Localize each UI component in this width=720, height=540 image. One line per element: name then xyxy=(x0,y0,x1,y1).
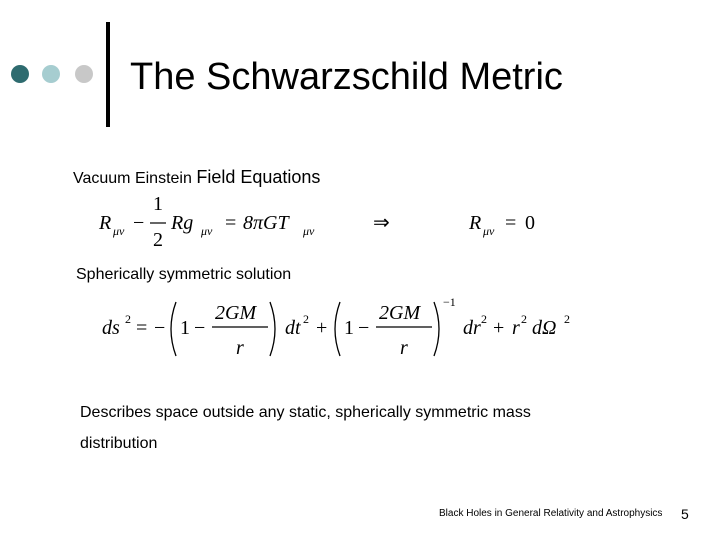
description-text: Describes space outside any static, spherically symmetric mass distribution xyxy=(80,404,531,452)
eq2-exp-neg1: −1 xyxy=(443,295,456,309)
eq2-paren-close-2 xyxy=(434,302,439,356)
heading-text-small: Vacuum Einstein xyxy=(73,170,192,187)
eq2-exp4: 2 xyxy=(521,312,527,326)
eq2-equals: = xyxy=(136,317,148,339)
eq1-implies: ⇒ xyxy=(373,212,390,234)
eq2-exp5: 2 xyxy=(564,312,570,326)
eq2-one-2: 1 xyxy=(344,317,354,339)
eq2-2GM-1: 2GM xyxy=(215,302,257,324)
eq2-plus1: + xyxy=(316,317,328,339)
eq1-minus: − xyxy=(133,212,145,234)
footer-text: Black Holes in General Relativity and Astrophysics xyxy=(439,508,663,519)
eq1-num: 1 xyxy=(153,193,163,215)
eq1-R: R xyxy=(99,212,112,234)
eq1-sub1: μν xyxy=(113,224,125,238)
eq1-den: 2 xyxy=(153,229,163,251)
eq2-ds: ds xyxy=(102,317,120,339)
eq1-8piGT: 8πGT xyxy=(243,212,289,234)
section-heading-field-equations xyxy=(73,167,320,188)
eq2-dr: dr xyxy=(463,317,481,339)
eq1-Rg: Rg xyxy=(171,212,194,234)
eq1-equals: = xyxy=(225,212,237,234)
eq2-r-2: r xyxy=(400,337,408,359)
eq2-dOmega: dΩ xyxy=(532,317,557,339)
title-divider xyxy=(106,22,110,127)
eq1-sub2: μν xyxy=(201,224,213,238)
eq1-sub3: μν xyxy=(303,224,315,238)
eq2-plus2: + xyxy=(493,317,505,339)
eq2-paren-close-1 xyxy=(270,302,275,356)
eq2-exp2: 2 xyxy=(303,312,309,326)
eq2-one-1: 1 xyxy=(180,317,190,339)
eq1-rhs-R: R xyxy=(469,212,482,234)
eq2-minus2: − xyxy=(194,317,206,339)
eq2-2GM-2: 2GM xyxy=(379,302,421,324)
eq2-exp3: 2 xyxy=(481,312,487,326)
bullet-dot-gray xyxy=(75,65,93,83)
eq2-paren-open-1 xyxy=(171,302,176,356)
section-heading-spherical-solution: Spherically symmetric solution xyxy=(76,266,292,283)
eq1-rhs-zero: 0 xyxy=(525,212,535,234)
slide-title: The Schwarzschild Metric xyxy=(130,56,563,98)
eq2-exp1: 2 xyxy=(125,312,131,326)
eq1-rhs-sub: μν xyxy=(483,224,495,238)
einstein-equation xyxy=(95,190,555,252)
page-number: 5 xyxy=(681,506,689,522)
eq2-dt: dt xyxy=(285,317,301,339)
eq2-minus1: − xyxy=(154,317,166,339)
schwarzschild-metric-equation xyxy=(98,292,580,364)
heading-text-large: Field Equations xyxy=(196,167,321,187)
bullet-dot-light xyxy=(42,65,60,83)
eq2-paren-open-2 xyxy=(335,302,340,356)
eq2-r: r xyxy=(512,317,520,339)
eq2-r-1: r xyxy=(236,337,244,359)
eq1-rhs-equals: = xyxy=(505,212,517,234)
bullet-dot-dark xyxy=(11,65,29,83)
eq2-minus3: − xyxy=(358,317,370,339)
